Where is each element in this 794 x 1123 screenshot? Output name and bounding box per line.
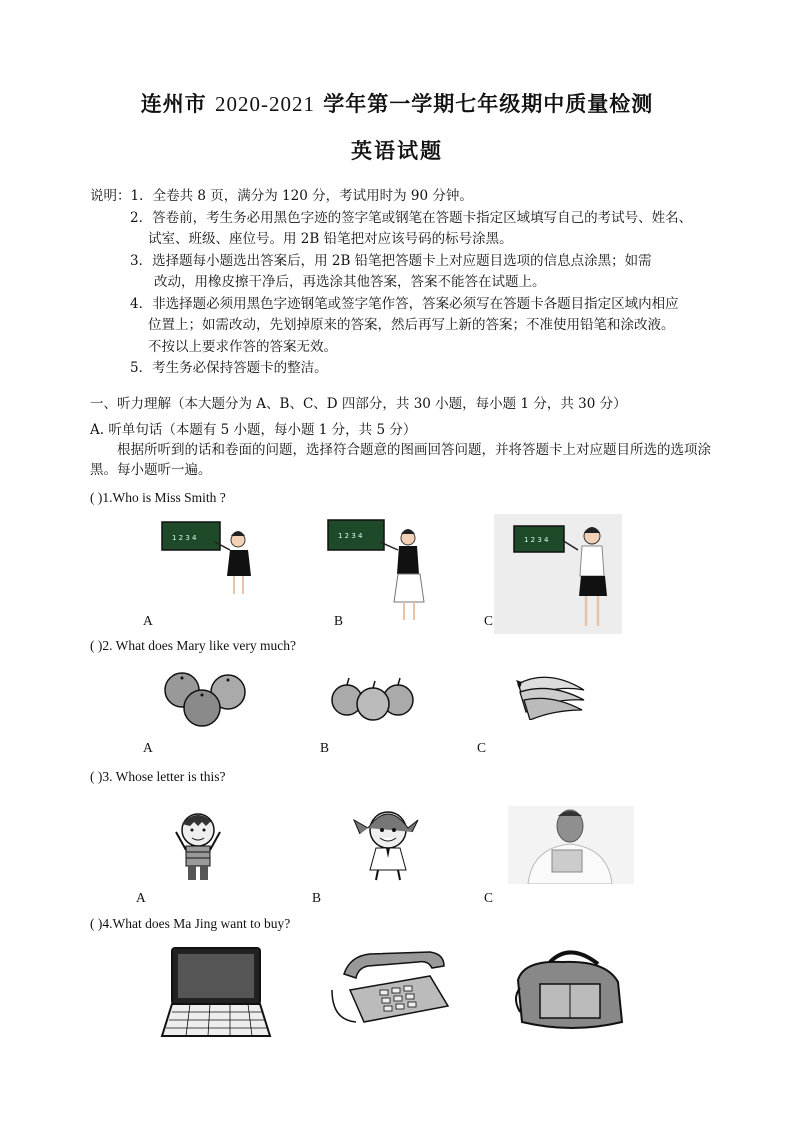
option-a-label: A xyxy=(143,613,153,628)
section-listening-heading: 一、听力理解（本大题分为 A、B、C、D 四部分，共 30 小题，每小题 1 分，共 30 分） xyxy=(90,396,627,412)
note-line: 2．答卷前，考生务必用黑色字迹的签字笔或钢笔在答题卡指定区域填写自己的考试号、姓名、 xyxy=(130,209,693,226)
option-c-label: C xyxy=(477,740,487,755)
option-c-label: C xyxy=(484,613,494,628)
note-line: 改动，用橡皮擦干净后，再选涂其他答案，答案不能答在试题上。 xyxy=(154,274,546,290)
note-line: 不按以上要求作答的答案无效。 xyxy=(148,338,337,355)
board-text: 1 2 3 4 xyxy=(338,532,363,540)
oranges-picture xyxy=(160,670,252,728)
section-a-instruction: 根据所听到的话和卷面的问题，选择符合题意的图画回答问题，并将答题卡上对应题目所选的选项涂黑。每小题听一遍。 xyxy=(90,442,711,478)
option-c-label: C xyxy=(484,890,494,905)
question-2: ( )2. What does Mary like very much? xyxy=(90,638,296,653)
man-picture xyxy=(508,806,634,884)
note-line: 说明：1．全卷共 8 页，满分为 120 分，考试用时为 90 分钟。 xyxy=(90,188,473,204)
bag-picture xyxy=(510,944,628,1030)
option-a-label: A xyxy=(136,890,146,905)
laptop-picture xyxy=(160,946,272,1042)
section-a-heading: A. 听单句话（本题有 5 小题，每小题 1 分，共 5 分） xyxy=(90,422,417,438)
note-line: 3．选择题每小题选出答案后，用 2B 铅笔把答题卡上对应题目选项的信息点涂黑；如需 xyxy=(130,252,652,269)
apples-picture xyxy=(330,676,418,722)
board-text: 1 2 3 4 xyxy=(524,536,549,544)
option-a-label: A xyxy=(143,740,153,755)
note-line: 4．非选择题必须用黑色字迹钢笔或签字笔作答，答案必须写在答题卡各题目指定区域内相应 xyxy=(130,295,679,312)
board-text: 1 2 3 4 xyxy=(172,534,197,542)
teacher-picture-b xyxy=(326,516,426,626)
instructions-notes xyxy=(90,186,692,380)
exam-title: 连州市 2020-2021 学年第一学期七年级期中质量检测 xyxy=(140,91,654,116)
note-line: 位置上；如需改动，先划掉原来的答案，然后再写上新的答案；不准使用铅笔和涂改液。 xyxy=(148,317,675,333)
teacher-picture-a xyxy=(160,516,260,598)
note-line: 试室、班级、座位号。用 2B 铅笔把对应该号码的标号涂黑。 xyxy=(148,231,513,247)
boy-picture xyxy=(164,810,234,884)
telephone-picture xyxy=(330,950,452,1024)
option-b-label: B xyxy=(334,613,344,628)
option-b-label: B xyxy=(312,890,322,905)
exam-subtitle: 英语试题 xyxy=(351,138,443,163)
teacher-picture-c xyxy=(494,514,622,634)
option-b-label: B xyxy=(320,740,330,755)
bananas-picture xyxy=(514,670,590,720)
question-4: ( )4.What does Ma Jing want to buy? xyxy=(90,916,291,931)
note-line: 5．考生务必保持答题卡的整洁。 xyxy=(130,360,328,376)
question-3: ( )3. Whose letter is this? xyxy=(90,769,226,784)
girl-picture xyxy=(342,806,432,884)
question-1: ( )1.Who is Miss Smith ? xyxy=(90,490,226,505)
